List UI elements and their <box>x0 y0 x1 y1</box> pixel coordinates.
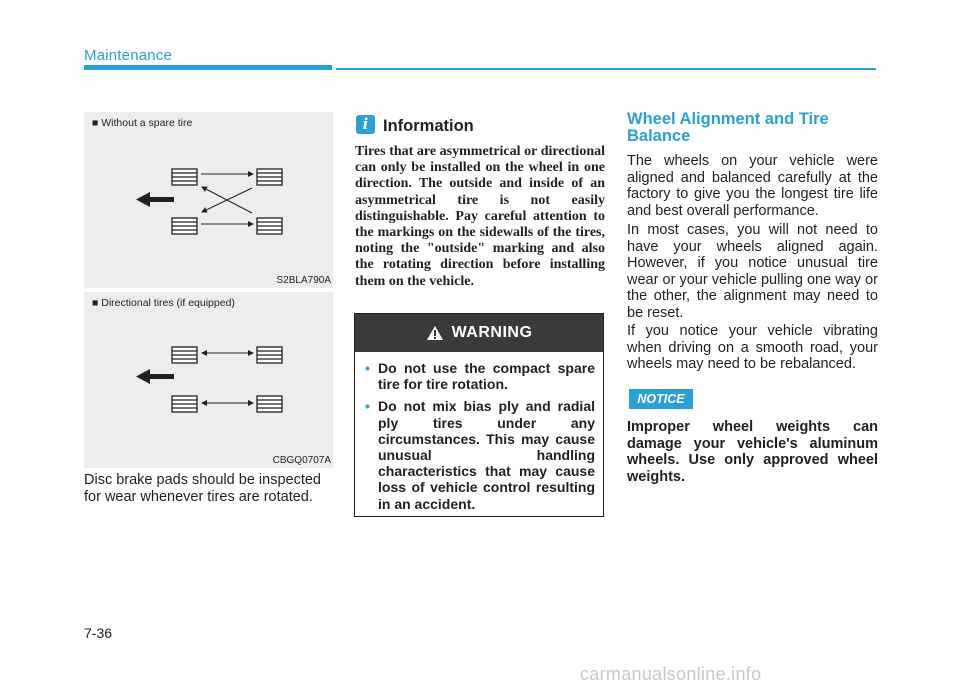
warning-title: WARNING <box>451 324 533 341</box>
figure-without-spare-tire <box>84 112 333 288</box>
wheel-alignment-paragraph: The wheels on your vehicle were aligned and balanced carefully at the factory to give you the longest tire life and best overall performance. <box>627 153 878 219</box>
bullet-icon: • <box>365 360 370 376</box>
rotation-arrows <box>201 174 253 224</box>
header-rule-thick <box>84 65 332 70</box>
notice-text: Improper wheel weights can damage your vehicle's aluminum wheels. Use only approved wheel weights. <box>627 419 878 485</box>
figure-label: ■ Directional tires (if equipped) <box>92 297 235 309</box>
warning-triangle-icon <box>426 325 444 341</box>
list-item: • Do not use the compact spare tire for tire rotation. <box>365 360 595 393</box>
warning-list <box>355 352 603 512</box>
vehicle-direction-arrow-icon <box>136 192 174 207</box>
vehicle-direction-arrow-icon <box>136 369 174 384</box>
tire-icon <box>172 396 197 412</box>
wheel-alignment-paragraph: If you notice your vehicle vibrating when driving on a smooth road, your wheels may need to be rebalanced. <box>627 323 878 372</box>
figure-code: S2BLA790A <box>276 275 331 286</box>
warning-box <box>354 313 604 517</box>
tire-icon <box>172 169 197 185</box>
notice-badge: NOTICE <box>629 389 693 409</box>
figure-code: CBGQ0707A <box>272 455 331 466</box>
watermark: carmanualsonline.info <box>580 664 762 684</box>
list-item: • Do not mix bias ply and radial ply tires under any circumstances. This may cause unusual handling characteristics that may cause loss of vehicle control resulting in an accident. <box>365 398 595 512</box>
brake-pads-note: Disc brake pads should be inspected for wear whenever tires are rotated. <box>84 472 321 505</box>
tire-icon <box>172 347 197 363</box>
wheel-alignment-paragraph: In most cases, you will not need to have your wheels aligned again. However, if you notice unusual tire wear or your vehicle pulling one way or the other, the alignment may need to be reset. <box>627 222 878 321</box>
information-icon: i <box>356 115 375 134</box>
figure-directional-tires <box>84 292 333 468</box>
bullet-icon: • <box>365 398 370 415</box>
header-rule-thin <box>336 68 876 70</box>
information-title: Information <box>383 117 474 135</box>
information-text: Tires that are asymmetrical or directional can only be installed on the wheel in one direction. The outside and inside of an asymmetrical tire is not easily distinguishable. Pay careful attention to the markings on the sidewalls of the tires, noting the "outside" marking and also the rotating direction before installing them on the vehicle. <box>355 144 605 289</box>
tire-icon <box>257 347 282 363</box>
figure-label: ■ Without a spare tire <box>92 117 193 129</box>
wheel-alignment-title: Wheel Alignment and Tire Balance <box>627 110 829 145</box>
tire-icon <box>257 218 282 234</box>
tire-icon <box>172 218 197 234</box>
section-title: Maintenance <box>84 47 173 64</box>
tire-rotation-diagram-directional <box>84 292 333 468</box>
rotation-arrows <box>202 353 253 403</box>
tire-rotation-diagram-cross <box>84 112 333 288</box>
tire-icon <box>257 169 282 185</box>
tire-icon <box>257 396 282 412</box>
warning-header <box>355 314 603 352</box>
page-number: 7-36 <box>84 625 113 641</box>
